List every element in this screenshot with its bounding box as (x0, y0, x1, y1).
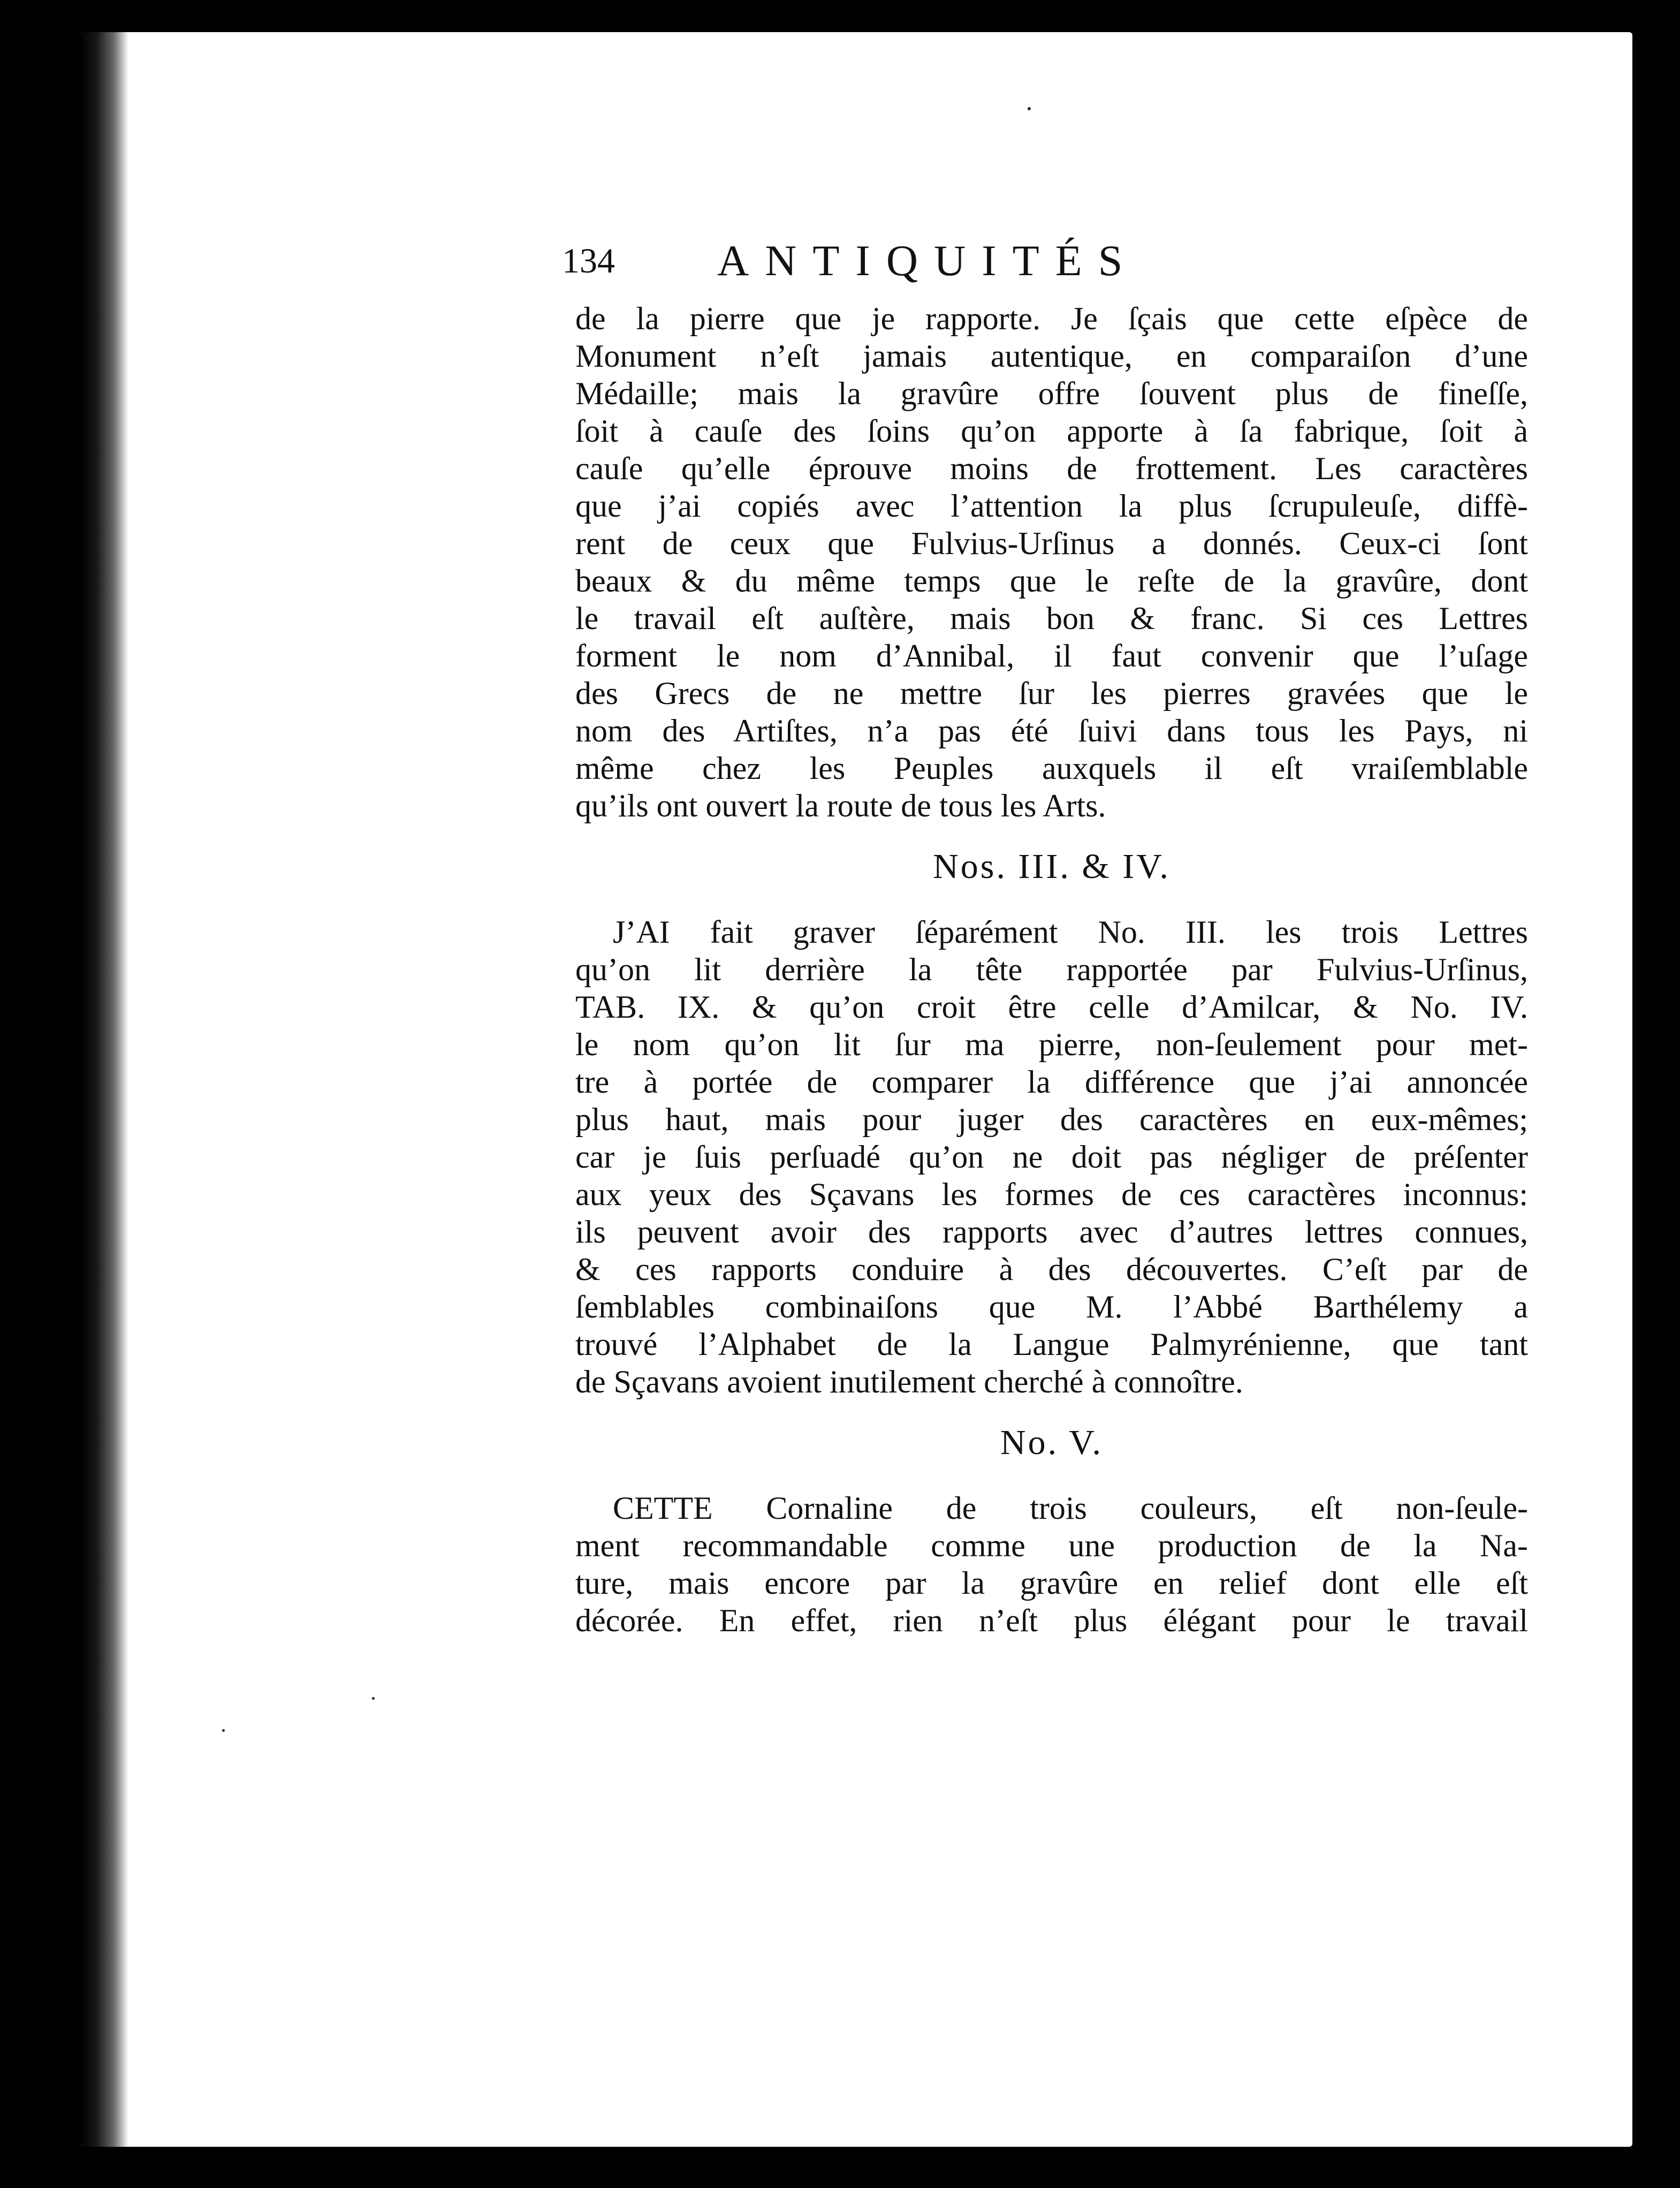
text-line: trouvé l’Alphabet de la Langue Palmyrénienne, que tant (575, 1327, 1528, 1362)
text-line: ſemblables combinaiſons que M. l’Abbé Barthélemy a (575, 1289, 1528, 1324)
text-line: nom des Artiſtes, n’a pas été ſuivi dans tous les Pays, ni (575, 713, 1528, 748)
ink-speck (1028, 107, 1031, 110)
text-line: Monument n’eſt jamais autentique, en comparaiſon d’une (575, 338, 1528, 374)
book-page (80, 32, 1632, 2147)
page-number: 134 (562, 241, 615, 281)
text-line: J’AI fait graver ſéparément No. III. les trois Lettres (613, 914, 1528, 950)
text-line: ils peuvent avoir des rapports avec d’autres lettres connues, (575, 1214, 1528, 1250)
binding-shadow (80, 32, 128, 2147)
ink-speck (372, 1697, 375, 1700)
section-heading-no-v: No. V. (1000, 1423, 1104, 1462)
running-head (562, 230, 1343, 300)
text-line: décorée. En effet, rien n’eſt plus élégant pour le travail (575, 1603, 1528, 1638)
paragraph-2 (575, 913, 1528, 1400)
text-line: qu’ils ont ouvert la route de tous les Arts. (575, 788, 1106, 823)
text-line: & ces rapports conduire à des découvertes. C’eſt par de (575, 1252, 1528, 1287)
text-line: ture, mais encore par la gravûre en relief dont elle eſt (575, 1565, 1528, 1601)
text-line: CETTE Cornaline de trois couleurs, eſt non-ſeule- (613, 1490, 1528, 1526)
text-line: le travail eſt auſtère, mais bon & franc. Si ces Lettres (575, 601, 1528, 636)
text-line: car je ſuis perſuadé qu’on ne doit pas négliger de préſenter (575, 1139, 1528, 1175)
text-line: aux yeux des Sçavans les formes de ces caractères inconnus: (575, 1177, 1528, 1212)
text-line: tre à portée de comparer la différence que j’ai annoncée (575, 1064, 1528, 1100)
text-line: de Sçavans avoient inutilement cherché à connoître. (575, 1364, 1243, 1399)
text-line: ment recommandable comme une production de la Na- (575, 1528, 1528, 1563)
text-line: qu’on lit derrière la tête rapportée par Fulvius-Urſinus, (575, 952, 1528, 987)
paragraph-3 (575, 1489, 1528, 1639)
text-line: beaux & du même temps que le reſte de la gravûre, dont (575, 563, 1528, 599)
text-line: même chez les Peuples auxquels il eſt vraiſemblable (575, 751, 1528, 786)
text-line: cauſe qu’elle éprouve moins de frottement. Les caractères (575, 451, 1528, 486)
body-text (575, 300, 1528, 1639)
text-line: que j’ai copiés avec l’attention la plus ſcrupuleuſe, diffè- (575, 488, 1528, 524)
text-line: plus haut, mais pour juger des caractères en eux-mêmes; (575, 1102, 1528, 1137)
ink-speck (222, 1729, 225, 1732)
text-line: forment le nom d’Annibal, il faut convenir que l’uſage (575, 638, 1528, 673)
text-line: de la pierre que je rapporte. Je ſçais que cette eſpèce de (575, 301, 1528, 336)
text-line: TAB. IX. & qu’on croit être celle d’Amilcar, & No. IV. (575, 989, 1528, 1025)
section-heading-nos-iii-iv: Nos. III. & IV. (933, 847, 1170, 886)
text-line: le nom qu’on lit ſur ma pierre, non-ſeulement pour met- (575, 1027, 1528, 1062)
text-line: rent de ceux que Fulvius-Urſinus a donnés. Ceux-ci ſont (575, 526, 1528, 561)
text-line: Médaille; mais la gravûre offre ſouvent plus de fineſſe, (575, 376, 1528, 411)
text-line: des Grecs de ne mettre ſur les pierres gravées que le (575, 676, 1528, 711)
running-head-title: ANTIQUITÉS (717, 236, 1139, 285)
text-line: ſoit à cauſe des ſoins qu’on apporte à ſa fabrique, ſoit à (575, 413, 1528, 449)
paragraph-1 (575, 300, 1528, 824)
